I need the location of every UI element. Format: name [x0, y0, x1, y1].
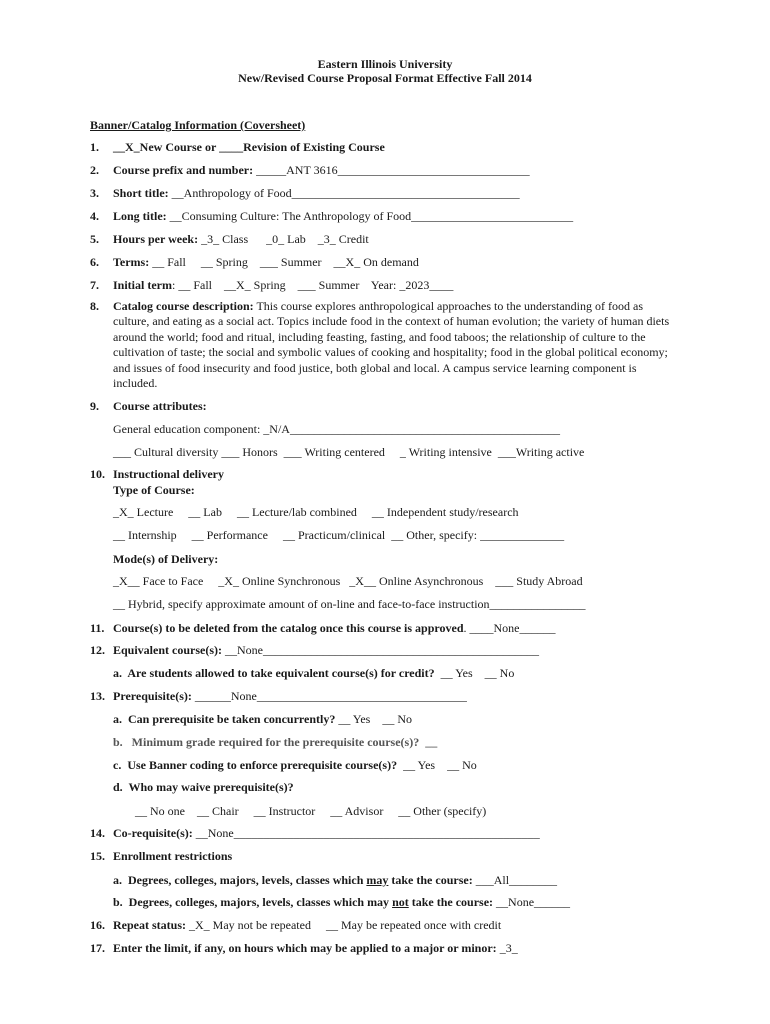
prereq-waive-question: d. Who may waive prerequisite(s)? — [113, 780, 294, 794]
item-number: 16. — [90, 918, 105, 932]
item-prerequisites: Prerequisite(s): ______None___________________________________ — [113, 689, 467, 703]
item-long-title: Long title: __Consuming Culture: The Anthropology of Food___________________________ — [113, 209, 574, 223]
attribute-options: ___ Cultural diversity ___ Honors ___ Writing centered _ Writing intensive ___Writing active — [113, 445, 585, 459]
document-subtitle: New/Revised Course Proposal Format Effective Fall 2014 — [238, 71, 532, 85]
restriction-may-take: a. Degrees, colleges, majors, levels, classes which may take the course: ___All________ — [113, 873, 558, 887]
gen-ed-component: General education component: _N/A_____________________________________________ — [113, 422, 560, 436]
item-equivalent-courses: Equivalent course(s): __None______________________________________________ — [113, 643, 539, 657]
section-heading: Banner/Catalog Information (Coversheet) — [90, 118, 306, 132]
item-enrollment-restrictions: Enrollment restrictions — [113, 849, 233, 863]
item-number: 12. — [90, 643, 105, 657]
item-number: 4. — [90, 209, 99, 223]
prereq-banner-question: c. Use Banner coding to enforce prerequisite course(s)? __ Yes __ No — [113, 758, 477, 772]
item-number: 13. — [90, 689, 105, 703]
course-type-options-row2: __ Internship __ Performance __ Practicum/clinical __ Other, specify: ______________ — [113, 528, 565, 542]
item-number: 8. — [90, 299, 99, 313]
item-number: 14. — [90, 826, 105, 840]
item-number: 10. — [90, 467, 105, 481]
item-number: 5. — [90, 232, 99, 246]
item-hours-limit: Enter the limit, if any, on hours which may be applied to a major or minor: _3_ — [113, 941, 518, 955]
item-initial-term: Initial term: __ Fall __X_ Spring ___ Summer Year: _2023____ — [113, 278, 454, 292]
prereq-concurrent-question: a. Can prerequisite be taken concurrently? __ Yes __ No — [113, 712, 413, 726]
item-number: 17. — [90, 941, 105, 955]
restriction-may-not-take: b. Degrees, colleges, majors, levels, classes which may not take the course: __None______ — [113, 895, 571, 909]
delivery-modes-row1: _X__ Face to Face _X_ Online Synchronous _X__ Online Asynchronous ___ Study Abroad — [113, 574, 583, 588]
item-number: 2. — [90, 163, 99, 177]
equivalent-credit-question: a. Are students allowed to take equivalent course(s) for credit? __ Yes __ No — [113, 666, 515, 680]
item-number: 11. — [90, 621, 105, 635]
delivery-modes-row2: __ Hybrid, specify approximate amount of on-line and face-to-face instruction________________ — [113, 597, 586, 611]
item-course-attributes: Course attributes: — [113, 399, 207, 413]
item-number: 15. — [90, 849, 105, 863]
prereq-waive-options: __ No one __ Chair __ Instructor __ Advisor __ Other (specify) — [135, 804, 487, 818]
item-number: 6. — [90, 255, 99, 269]
delivery-modes-label: Mode(s) of Delivery: — [113, 552, 219, 566]
item-new-or-revised: __X_New Course or ____Revision of Existing Course — [113, 140, 385, 154]
item-corequisites: Co-requisite(s): __None___________________________________________________ — [113, 826, 540, 840]
course-type-options-row1: _X_ Lecture __ Lab __ Lecture/lab combined __ Independent study/research — [113, 505, 519, 519]
item-catalog-description: Catalog course description: This course explores anthropological approaches to the understanding of food as culture, and eating as a social act. Topics include food in the context of human evolution; the variety of human diets around the world; food and ritual, including feasting, fasting, and food taboos; the relationship of culture to the cultivation of taste; the social and symbolic values of cooking and hospitality; food in the global political economy; and issues of food insecurity and food justice, both global and local. A campus service learning component is included. — [113, 299, 670, 391]
document-title: Eastern Illinois University — [317, 57, 453, 71]
item-hours-per-week: Hours per week: _3_ Class _0_ Lab _3_ Credit — [113, 232, 369, 246]
item-short-title: Short title: __Anthropology of Food______________________________________ — [113, 186, 520, 200]
item-number: 1. — [90, 140, 99, 154]
item-instructional-delivery: Instructional delivery — [113, 467, 224, 481]
item-number: 9. — [90, 399, 99, 413]
item-number: 7. — [90, 278, 99, 292]
item-repeat-status: Repeat status: _X_ May not be repeated __ May be repeated once with credit — [113, 918, 502, 932]
item-number: 3. — [90, 186, 99, 200]
item-courses-to-delete: Course(s) to be deleted from the catalog once this course is approved. ____None______ — [113, 621, 556, 635]
type-of-course-label: Type of Course: — [113, 483, 195, 497]
item-course-prefix: Course prefix and number: _____ANT 3616________________________________ — [113, 163, 530, 177]
prereq-min-grade-question: b. Minimum grade required for the prerequisite course(s)? __ — [113, 735, 438, 749]
item-terms: Terms: __ Fall __ Spring ___ Summer __X_ On demand — [113, 255, 419, 269]
